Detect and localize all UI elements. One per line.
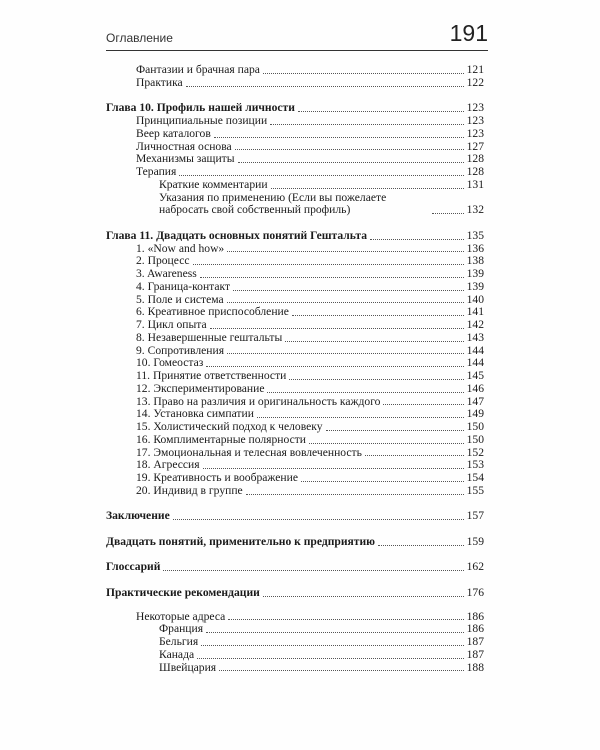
toc-chapter-entry	[106, 230, 484, 243]
toc-entry	[106, 421, 484, 434]
toc-leader-dots	[301, 481, 464, 482]
toc-entry-title: 11. Принятие ответственности	[136, 369, 287, 382]
toc-entry	[106, 268, 484, 281]
toc-leader-dots	[197, 658, 463, 659]
toc-entry-title: 15. Холистический подход к человеку	[136, 420, 323, 433]
toc-entry-title: Глоссарий	[106, 560, 161, 574]
toc-chapter-entry	[106, 561, 484, 574]
toc-entry-title: Краткие комментарии	[159, 177, 268, 191]
toc-entry-title: 19. Креативность и воображение	[136, 471, 298, 484]
toc-entry-page: 143	[466, 330, 484, 344]
toc-leader-dots	[200, 277, 464, 278]
toc-leader-dots	[203, 468, 464, 469]
toc-leader-dots	[214, 137, 464, 138]
toc-leader-dots	[289, 379, 463, 380]
toc-entry-page: 131	[466, 177, 484, 191]
toc-entry	[106, 192, 484, 218]
toc-entry	[106, 383, 484, 396]
toc-entry	[106, 115, 484, 128]
toc-entry-page: 123	[466, 126, 484, 140]
toc-entry	[106, 649, 484, 662]
toc-entry-page: 127	[466, 139, 484, 153]
toc-leader-dots	[285, 341, 463, 342]
toc-entry-title: Канада	[159, 647, 195, 661]
toc-entry-page: 186	[466, 622, 484, 636]
toc-leader-dots	[292, 315, 464, 316]
toc-leader-dots	[219, 670, 463, 671]
toc-entry-page: 162	[466, 560, 484, 574]
toc-entry-page: 157	[466, 509, 484, 523]
toc-entry-title: Двадцать понятий, применительно к предприятию	[106, 534, 376, 548]
toc-entry-title: 7. Цикл опыта	[136, 318, 207, 331]
toc-entry-page: 146	[466, 381, 484, 395]
toc-entry-page: 145	[466, 369, 484, 382]
toc-entry	[106, 166, 484, 179]
toc-leader-dots	[238, 162, 464, 163]
toc-entry-title: Швейцария	[159, 660, 217, 674]
toc-entry-title: 8. Незавершенные гештальты	[136, 330, 283, 344]
toc-entry-title: Фантазии и брачная пара	[136, 63, 260, 76]
page-number: 191	[449, 20, 488, 46]
toc-entry	[106, 77, 484, 90]
toc-entry-title: 5. Поле и система	[136, 292, 224, 306]
toc-leader-dots	[233, 290, 464, 291]
toc-entry-title: Некоторые адреса	[136, 609, 226, 623]
toc-entry-page: 149	[466, 407, 484, 421]
toc-leader-dots	[309, 443, 464, 444]
toc-entry-title: Бельгия	[159, 635, 199, 648]
toc-entry-page: 141	[466, 305, 484, 319]
toc-leader-dots	[246, 494, 464, 495]
toc-entry-title: Глава 11. Двадцать основных понятий Гештальта	[106, 228, 368, 242]
toc-entry-title: Личностная основа	[136, 139, 232, 153]
toc-entry-title: 10. Гомеостаз	[136, 356, 204, 370]
toc-entry-title: Принципиальные позиции	[136, 114, 268, 127]
toc-entry-title: 13. Право на различия и оригинальность каждого	[136, 394, 381, 408]
toc-entry-page: 139	[466, 267, 484, 280]
toc-leader-dots	[228, 619, 463, 620]
toc-entry-page: 136	[466, 241, 484, 255]
toc-entry-title: 18. Агрессия	[136, 458, 200, 472]
toc-entry-title: 17. Эмоциональная и телесная вовлеченность	[136, 445, 362, 459]
toc-leader-dots	[235, 149, 464, 150]
toc-entry-page: 187	[466, 635, 484, 648]
toc-leader-dots	[267, 392, 463, 393]
toc-leader-dots	[370, 239, 464, 240]
toc-entry	[106, 179, 484, 192]
toc-leader-dots	[186, 86, 464, 87]
toc-entry	[106, 472, 484, 485]
toc-entry	[106, 332, 484, 345]
toc-leader-dots	[271, 188, 464, 189]
toc-leader-dots	[179, 175, 463, 176]
toc-entry-title: 20. Индивид в группе	[136, 483, 243, 497]
running-title: Оглавление	[106, 31, 173, 45]
toc-entry-title: Практические рекомендации	[106, 585, 260, 599]
toc-entry	[106, 128, 484, 141]
toc-entry	[106, 281, 484, 294]
toc-leader-dots	[201, 645, 463, 646]
toc-entry-title: Веер каталогов	[136, 126, 211, 140]
toc-entry-title: 4. Граница-контакт	[136, 279, 231, 293]
toc-entry-title: 12. Экспериментирование	[136, 381, 265, 395]
toc-leader-dots	[263, 596, 464, 597]
toc-entry-title: Практика	[136, 75, 183, 89]
toc-entry	[106, 370, 484, 383]
toc-entry-page: 147	[466, 394, 484, 408]
toc-leader-dots	[163, 570, 463, 571]
toc-entry-title: 1. «Now and how»	[136, 241, 225, 255]
toc-entry-page: 122	[466, 75, 484, 89]
toc-entry-title: Указания по применению (Если вы пожелаете набросать свой собственный профиль)	[159, 190, 387, 217]
toc-entry-page: 159	[466, 534, 484, 548]
toc-leader-dots	[193, 264, 464, 265]
toc-entry-page: 140	[466, 292, 484, 306]
toc-entry-title: 2. Процесс	[136, 254, 190, 268]
toc-entry-title: 16. Комплиментарные полярности	[136, 432, 306, 446]
toc-leader-dots	[210, 328, 464, 329]
toc-spacer	[106, 549, 484, 562]
toc-entry-page: 139	[466, 279, 484, 293]
toc-entry	[106, 319, 484, 332]
toc-chapter-entry	[106, 587, 484, 600]
toc-leader-dots	[298, 111, 464, 112]
toc-leader-dots	[206, 632, 464, 633]
toc-leader-dots	[227, 302, 464, 303]
toc-leader-dots	[227, 353, 464, 354]
toc-entry-title: 6. Креативное приспособление	[136, 305, 289, 319]
toc-leader-dots	[378, 545, 464, 546]
page-header	[106, 18, 488, 51]
toc-entry-page: 123	[466, 114, 484, 127]
toc-entry-title: Терапия	[136, 165, 177, 178]
toc-chapter-entry	[106, 536, 484, 549]
toc-spacer	[106, 574, 484, 587]
toc-entry-page: 186	[466, 609, 484, 623]
toc-entry-title: Механизмы защиты	[136, 152, 235, 166]
toc-entry-page: 142	[466, 318, 484, 331]
toc-entry	[106, 636, 484, 649]
toc-entry-title: Глава 10. Профиль нашей личности	[106, 101, 295, 115]
toc-leader-dots	[326, 430, 464, 431]
toc-leader-dots	[263, 73, 464, 74]
toc-entry	[106, 662, 484, 675]
toc-entry-page: 176	[466, 585, 484, 599]
toc-entry-page: 128	[466, 165, 484, 178]
toc-entry-page: 154	[466, 471, 484, 484]
toc-entry-page: 152	[466, 445, 484, 459]
toc-leader-dots	[173, 519, 464, 520]
toc-entry-page: 138	[466, 254, 484, 268]
toc-leader-dots	[270, 124, 463, 125]
toc-entry-page: 188	[466, 660, 484, 674]
toc-spacer	[106, 600, 484, 611]
table-of-contents	[106, 64, 484, 674]
toc-entry-page: 187	[466, 647, 484, 661]
toc-entry-page: 121	[466, 63, 484, 76]
toc-entry-page: 135	[466, 228, 484, 242]
toc-entry-page: 144	[466, 343, 484, 357]
toc-entry-page: 150	[466, 420, 484, 433]
toc-spacer	[106, 217, 484, 230]
toc-leader-dots	[432, 213, 464, 214]
toc-leader-dots	[227, 251, 463, 252]
toc-entry-title: Франция	[159, 622, 204, 636]
toc-chapter-entry	[106, 510, 484, 523]
toc-leader-dots	[257, 417, 464, 418]
toc-leader-dots	[206, 366, 463, 367]
toc-entry-title: Заключение	[106, 509, 170, 523]
toc-entry-page: 144	[466, 356, 484, 370]
toc-entry-page: 123	[466, 101, 484, 115]
toc-entry-title: 9. Сопротивления	[136, 343, 225, 357]
toc-entry	[106, 64, 484, 77]
toc-entry-title: 3. Awareness	[136, 267, 197, 280]
toc-entry-page: 150	[466, 432, 484, 446]
toc-entry-page: 132	[466, 203, 484, 217]
toc-spacer	[106, 523, 484, 536]
toc-entry-page: 128	[466, 152, 484, 166]
toc-entry-title: 14. Установка симпатии	[136, 407, 254, 421]
toc-entry	[106, 434, 484, 447]
toc-entry-page: 155	[466, 483, 484, 497]
toc-leader-dots	[365, 455, 464, 456]
toc-entry-page: 153	[466, 458, 484, 472]
toc-leader-dots	[383, 404, 463, 405]
toc-entry	[106, 485, 484, 498]
